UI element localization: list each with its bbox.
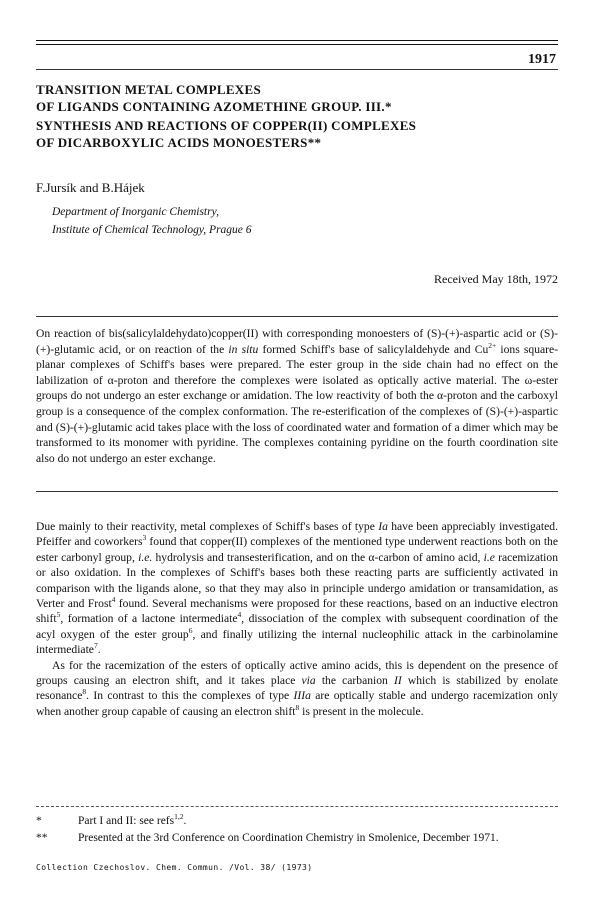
- body-text: . In contrast to this the complexes of type: [86, 689, 294, 703]
- reference-marker: 3: [142, 533, 147, 543]
- body-text: have been appreciably investigated. Pfeiffer and coworkers: [36, 520, 558, 549]
- received-date: Received May 18th, 1972: [434, 272, 558, 286]
- reference-marker: 5: [56, 610, 61, 620]
- reference-marker: 7: [93, 641, 98, 651]
- body-text: , dissociation of the complex with subsequent coordination of the acyl oxygen of the ester group: [36, 612, 558, 641]
- body-italic: via: [301, 674, 316, 688]
- affiliation-line-1: Department of Inorganic Chemistry,: [52, 206, 219, 218]
- title-line-2: OF LIGANDS CONTAINING AZOMETHINE GROUP. III.*: [36, 98, 392, 114]
- body-text: As for the racemization of the esters of optically active amino acids, this is dependent on the presence of groups causing an electron shift, and it takes place: [36, 658, 558, 688]
- main-body: [36, 519, 558, 719]
- body-text: found that copper(II) complexes of the mentioned type underwent reactions both on the ester carbonyl group,: [36, 535, 558, 564]
- title-line-3: SYNTHESIS AND REACTIONS OF COPPER(II) COMPLEXES: [36, 118, 417, 133]
- footnote-mark: **: [36, 832, 48, 844]
- abstract: [36, 326, 558, 466]
- reference-marker: 4: [237, 610, 242, 620]
- footnote-rule: [36, 806, 558, 807]
- body-text: , and finally utilizing the internal nucleophilic attack in the carbinolamine intermediate: [36, 627, 558, 657]
- body-italic: IIIa: [293, 689, 311, 703]
- reference-marker: 8: [82, 687, 87, 697]
- body-text: racemization or also oxidation. In the complexes of Schiff's bases both these reacting parts are sufficiently activated in comparison with the ligands alone, so that they may also in principle undergo amidation or transamidation, as Verter and Frost: [36, 550, 559, 611]
- body-text: hydrolysis and transesterification, and on the α-carbon of amino acid,: [152, 550, 484, 564]
- body-text: found. Several mechanisms were proposed for these reactions, based on an inductive electron shift: [36, 597, 558, 626]
- abstract-italic: in situ: [228, 342, 259, 356]
- authors: F.Jursík and B.Hájek: [36, 180, 145, 195]
- journal-footer: Collection Czechoslov. Chem. Commun. /Vol. 38/ (1973): [36, 863, 313, 872]
- footnote-text: Part I and II: see refs: [78, 815, 175, 827]
- reference-marker: 8: [295, 702, 300, 712]
- body-paragraph-2: [36, 658, 558, 720]
- footnote-tail: .: [183, 815, 187, 827]
- reference-marker: 4: [111, 595, 116, 605]
- article-title: [36, 82, 576, 151]
- title-line-1: TRANSITION METAL COMPLEXES: [36, 82, 261, 97]
- page-number: 1917: [528, 52, 556, 67]
- abstract-text: ions square-planar complexes of Schiff's bases were prepared. The ester group in the side chain had no effect on the labilization of α-proton and therefore the complexes were isolated as optically active material. The ω-ester groups do not undergo an ester exchange or amidation. The low reactivity of both the α-proton and the carboxyl group is a consequence of the complex conformation. The re-esterification of the complexes of (S)-(+)-aspartic and (S)-(+)-glutamic acid takes place with the loss of coordinated water and formation of a dimer which may be transformed to its monomer with pyridine. The complexes containing pyridine on the fourth coordination site also do not undergo an ester exchange.: [36, 342, 559, 465]
- header-rule-top: [36, 40, 558, 45]
- footnote-1: [36, 812, 187, 827]
- body-italic: II: [393, 674, 402, 688]
- body-text: Due mainly to their reactivity, metal complexes of Schiff's bases of type: [36, 520, 379, 533]
- body-text: .: [97, 643, 101, 657]
- body-text: which is stabilized by enolate resonance: [36, 674, 558, 703]
- body-italic: Ia: [378, 520, 388, 533]
- body-italic: i.e.: [138, 550, 153, 564]
- abstract-superscript: 2+: [488, 340, 497, 350]
- body-text: the carbanion: [315, 674, 394, 688]
- body-text: , formation of a lactone intermediate: [60, 612, 238, 626]
- body-text: is present in the molecule.: [299, 704, 424, 718]
- abstract-text: On reaction of bis(salicylaldehydato)copper(II) with corresponding monoesters of (S)-(+)-aspartic acid or (S)-(+)-glutamic acid, or on reaction of the: [36, 327, 558, 356]
- footnote-text: Presented at the 3rd Conference on Coordination Chemistry in Smolenice, December 1971.: [78, 832, 499, 844]
- title-line-4: OF DICARBOXYLIC ACIDS MONOESTERS**: [36, 134, 322, 150]
- abstract-rule-bottom: [36, 491, 558, 492]
- affiliation: [52, 203, 252, 239]
- abstract-rule-top: [36, 316, 558, 317]
- body-text: are optically stable and undergo racemization only when another group capable of causing an electron shift: [36, 689, 558, 718]
- header-rule-bottom: [36, 69, 558, 70]
- body-paragraph-1: [36, 519, 558, 658]
- abstract-text: formed Schiff's base of salicylaldehyde and Cu: [258, 342, 489, 356]
- body-italic: i.e: [483, 550, 495, 564]
- reference-marker: 6: [188, 625, 193, 635]
- reference-marker: 1,2: [174, 812, 184, 821]
- affiliation-line-2: Institute of Chemical Technology, Prague 6: [52, 224, 252, 236]
- footnote-mark: *: [36, 815, 42, 827]
- footnote-2: [36, 832, 499, 844]
